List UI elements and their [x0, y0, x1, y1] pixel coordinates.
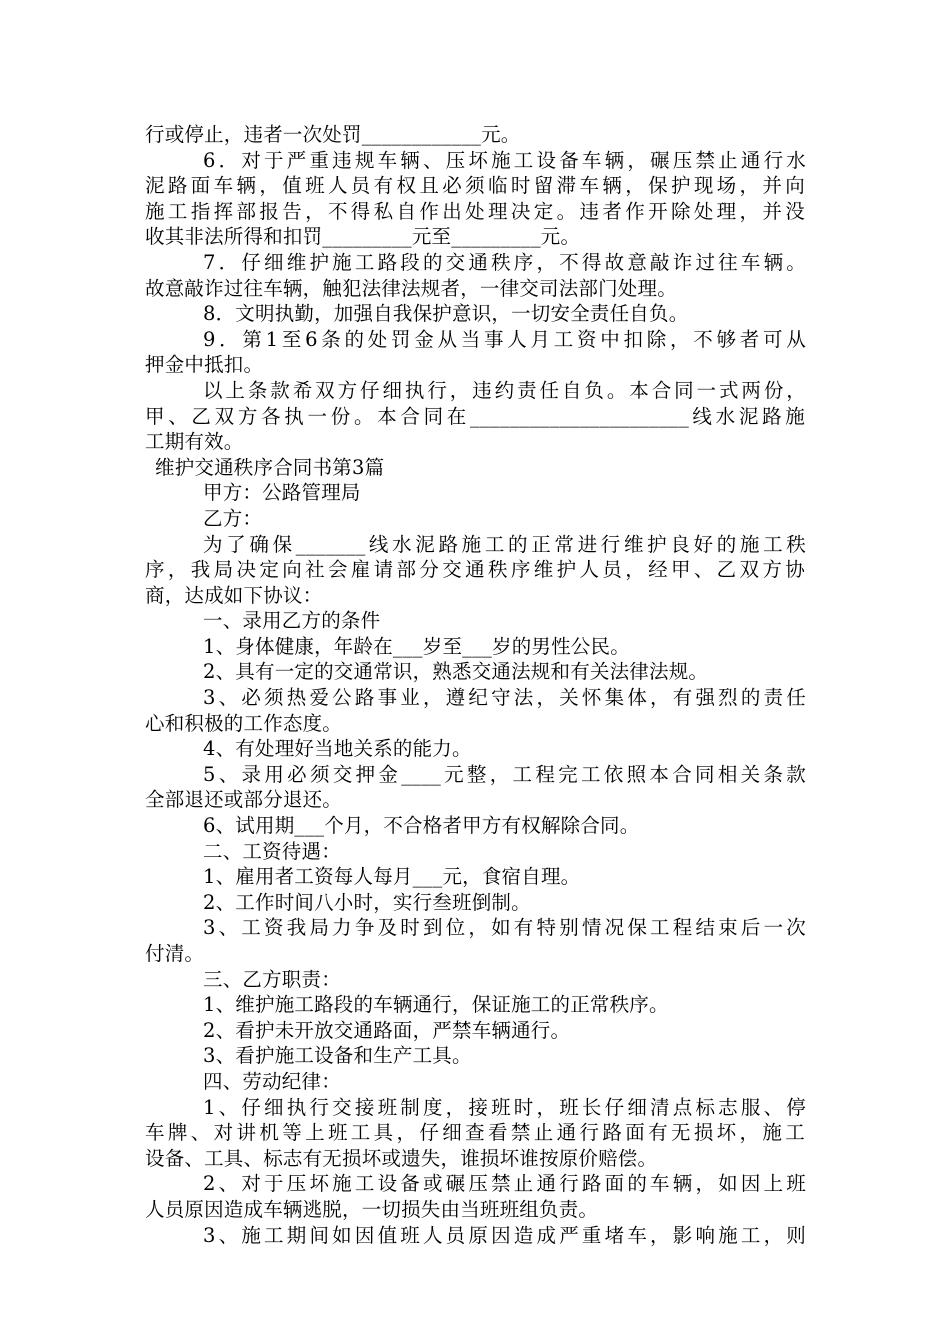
text-line [0, 967, 950, 993]
text-line [0, 839, 950, 865]
line-text: 押金中抵扣。 [145, 353, 264, 377]
line-text: 全部退还或部分退还。 [145, 788, 343, 812]
text-line [0, 1171, 950, 1197]
text-line [0, 1043, 950, 1069]
text-line [0, 1095, 950, 1121]
text-line [0, 480, 950, 506]
line-text: 工期有效。 [145, 430, 244, 454]
text-line [0, 583, 950, 609]
text-line [0, 199, 950, 225]
line-text: 3、施工期间如因值班人员原因造成严重堵车，影响施工，则 [203, 1223, 806, 1247]
text-line [0, 557, 950, 583]
text-line [0, 992, 950, 1018]
text-line [0, 352, 950, 378]
line-text: 甲、乙双方各执一份。本合同在______________________线水泥路施 [145, 404, 805, 428]
line-text: 泥路面车辆，值班人员有权且必须临时留滞车辆，保护现场，并向 [145, 174, 805, 198]
text-line [0, 173, 950, 199]
line-text: 收其非法所得和扣罚_________元至_________元。 [145, 225, 581, 249]
text-line [0, 404, 950, 430]
line-text: 车牌、对讲机等上班工具，仔细查看禁止通行路面有无损坏，施工 [145, 1121, 805, 1145]
text-line [0, 890, 950, 916]
line-text: 6、试用期___个月，不合格者甲方有权解除合同。 [203, 814, 640, 838]
text-line [0, 1018, 950, 1044]
text-line [0, 736, 950, 762]
line-text: 2、对于压坏施工设备或碾压禁止通行路面的车辆，如因上班 [203, 1172, 806, 1196]
line-text: 乙方： [203, 506, 263, 530]
text-line [0, 864, 950, 890]
line-text: 2、工作时间八小时，实行叁班倒制。 [203, 890, 531, 914]
text-line [0, 685, 950, 711]
line-text: 5、录用必须交押金____元整，工程完工依照本合同相关条款 [203, 762, 806, 786]
line-text: 人员原因造成车辆逃脱，一切损失由当班班组负责。 [145, 1197, 599, 1221]
text-line [0, 1146, 950, 1172]
line-text: 3、工资我局力争及时到位，如有特别情况保工程结束后一次 [203, 916, 806, 940]
text-line [0, 762, 950, 788]
line-text: 付清。 [145, 942, 205, 965]
text-line [0, 711, 950, 737]
text-line [0, 608, 950, 634]
text-line [0, 301, 950, 327]
text-line [0, 1197, 950, 1223]
line-text: 三、乙方职责： [203, 967, 341, 991]
text-line [0, 506, 950, 532]
text-line [0, 276, 950, 302]
text-line [0, 378, 950, 404]
text-line [0, 327, 950, 353]
line-text: 3、必须热爱公路事业，遵纪守法，关怀集体，有强烈的责任 [203, 686, 806, 710]
line-text: 施工指挥部报告，不得私自作出处理决定。违者作开除处理，并没 [145, 199, 805, 223]
line-text: 甲方：公路管理局 [203, 481, 361, 505]
line-text: 一、录用乙方的条件 [203, 609, 381, 633]
text-line [0, 224, 950, 250]
text-line [0, 148, 950, 174]
section-heading: 维护交通秩序合同书第3篇 [155, 455, 385, 479]
text-line [0, 813, 950, 839]
text-line [0, 1223, 950, 1249]
text-line [0, 1069, 950, 1095]
line-text: 序，我局决定向社会雇请部分交通秩序维护人员，经甲、乙双方协 [145, 558, 805, 582]
text-line [0, 915, 950, 941]
text-line [0, 250, 950, 276]
line-text: 以上条款希双方仔细执行，违约责任自负。本合同一式两份， [203, 378, 806, 402]
line-text: 二、工资待遇： [203, 839, 341, 863]
text-line [0, 532, 950, 558]
text-line [0, 122, 950, 148]
line-text: 四、劳动纪律： [203, 1069, 341, 1093]
line-text: 行或停止，违者一次处罚____________元。 [145, 123, 521, 146]
text-line [0, 1120, 950, 1146]
line-text: 4、有处理好当地关系的能力。 [203, 737, 472, 761]
text-line [0, 659, 950, 685]
line-text: 为了确保_______线水泥路施工的正常进行维护良好的施工秩 [203, 532, 806, 556]
line-text: 6．对于严重违规车辆、压坏施工设备车辆，碾压禁止通行水 [203, 148, 806, 172]
line-text: 1、仔细执行交接班制度，接班时，班长仔细清点标志服、停 [203, 1095, 806, 1119]
line-text: 2、看护未开放交通路面，严禁车辆通行。 [203, 1018, 571, 1042]
line-text: 1、雇用者工资每人每月___元，食宿自理。 [203, 865, 581, 889]
line-text: 心和积极的工作态度。 [145, 711, 343, 735]
document-page [0, 122, 950, 1248]
line-text: 8．文明执勤，加强自我保护意识，一切安全责任自负。 [203, 302, 689, 326]
line-text: 7．仔细维护施工路段的交通秩序，不得故意敲诈过往车辆。 [203, 250, 806, 274]
text-line [0, 634, 950, 660]
line-text: 9．第1至6条的处罚金从当事人月工资中扣除，不够者可从 [203, 327, 806, 351]
line-text: 商，达成如下协议： [145, 583, 323, 607]
line-text: 1、身体健康，年龄在___岁至___岁的男性公民。 [203, 634, 630, 658]
line-text: 1、维护施工路段的车辆通行，保证施工的正常秩序。 [203, 993, 669, 1017]
line-text: 故意敲诈过往车辆，触犯法律法规者，一律交司法部门处理。 [145, 276, 677, 300]
text-line [0, 941, 950, 967]
text-line [0, 787, 950, 813]
line-text: 3、看护施工设备和生产工具。 [203, 1044, 472, 1068]
line-text: 2、具有一定的交通常识，熟悉交通法规和有关法律法规。 [203, 660, 709, 684]
line-text: 设备、工具、标志有无损坏或遗失，谁损坏谁按原价赔偿。 [145, 1146, 658, 1170]
text-line [0, 429, 950, 455]
text-line [0, 455, 950, 481]
